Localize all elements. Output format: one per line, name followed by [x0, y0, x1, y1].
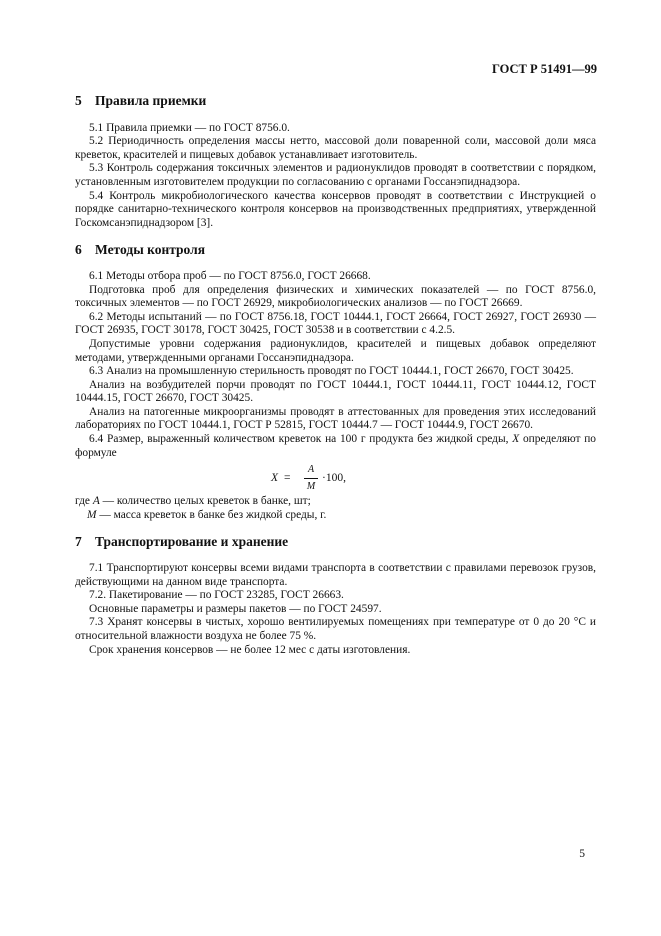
content [75, 94, 596, 657]
section-5-heading: 5 Правила приемки [75, 93, 207, 108]
page-number: 5 [579, 848, 585, 860]
formula-fraction [304, 463, 318, 493]
paragraph: Допустимые уровни содержания радионуклидов, красителей и пищевых добавок определяют методами, утвержденными органами Госсанэпиднадзора. [75, 337, 596, 364]
section-title: Правила приемки [95, 93, 207, 108]
paragraph: Анализ на возбудителей порчи проводят по ГОСТ 10444.1, ГОСТ 10444.11, ГОСТ 10444.12, ГОСТ 10444.15, ГОСТ 26670, ГОСТ 30425. [75, 378, 596, 405]
paragraph: Срок хранения консервов — не более 12 мес с даты изготовления. [89, 643, 411, 656]
formula-numerator: A [307, 464, 315, 476]
paragraph: 6.1 Методы отбора проб — по ГОСТ 8756.0, ГОСТ 26668. [89, 269, 371, 282]
paragraph: Подготовка проб для определения физических и химических показателей — по ГОСТ 8756.0, токсичных элементов — по ГОСТ 26929, микробиологических анализов — по ГОСТ 26669. [75, 283, 596, 310]
paragraph: 7.1 Транспортируют консервы всеми видами транспорта в соответствии с правилами перевозок грузов, действующими на данном виде транспорта. [75, 562, 596, 588]
section-title: Транспортирование и хранение [95, 534, 289, 550]
fraction-bar [304, 478, 318, 479]
paragraph: 6.4 Размер, выраженный количеством креветок на 100 г продукта без жидкой среды, X определяют по формуле [75, 433, 596, 459]
paragraph: 6.2 Методы испытаний — по ГОСТ 8756.18, ГОСТ 10444.1, ГОСТ 26664, ГОСТ 26927, ГОСТ 26930 — ГОСТ 26935, ГОСТ 30178, ГОСТ 30425, ГОСТ 30538 и в соответствии с 4.2.5. [75, 310, 596, 337]
paragraph: 5.3 Контроль содержания токсичных элементов и радионуклидов проводят в соответствии с порядком, установленным изготовителем продукции по согласованию с органами Госсанэпиднадзора. [75, 162, 596, 188]
section-title: Методы контроля [95, 242, 205, 258]
section-6-heading: 6 Методы контроля [75, 242, 205, 258]
paragraph: 7.2. Пакетирование — по ГОСТ 23285, ГОСТ 26663. [89, 589, 344, 602]
paragraph: Основные параметры и размеры пакетов — по ГОСТ 24597. [89, 602, 382, 615]
paragraph: 7.3 Хранят консервы в чистых, хорошо вентилируемых помещениях при температуре от 0 до 20 °С и относительной влажности воздуха не более 75 %. [75, 616, 596, 642]
formula-legend-m: M — масса креветок в банке без жидкой среды, г. [87, 508, 327, 521]
section-7-heading: 7 Транспортирование и хранение [75, 534, 289, 550]
formula-rest: ·100, [322, 472, 346, 485]
formula-legend-a: где A — количество целых креветок в банке, шт; [75, 495, 311, 508]
formula-lhs: X [271, 472, 279, 485]
paragraph: Анализ на патогенные микроорганизмы проводят в аттестованных для проведения этих исследований лабораториях по ГОСТ 10444.1, ГОСТ Р 52815, ГОСТ 10444.7 — ГОСТ 10444.9, ГОСТ 26670. [75, 405, 596, 432]
formula-eq: = [284, 472, 291, 485]
formula-denominator: M [306, 480, 316, 492]
paragraph: 5.2 Периодичность определения массы нетто, массовой доли поваренной соли, массовой доли мяса креветок, красителей и пищевых добавок устанавливает изготовитель. [75, 135, 596, 161]
paragraph: 6.3 Анализ на промышленную стерильность проводят по ГОСТ 10444.1, ГОСТ 26670, ГОСТ 30425. [89, 365, 574, 378]
paragraph: 5.1 Правила приемки — по ГОСТ 8756.0. [89, 121, 290, 134]
paragraph: 5.4 Контроль микробиологического качества консервов проводят в соответствии с Инструкцией о порядке санитарно-технического контроля консервов на производственных предприятиях, утвержденной Госкомсанэпиднадзором [3]. [75, 189, 596, 229]
standard-code: ГОСТ Р 51491—99 [491, 62, 597, 76]
formula [75, 463, 596, 493]
